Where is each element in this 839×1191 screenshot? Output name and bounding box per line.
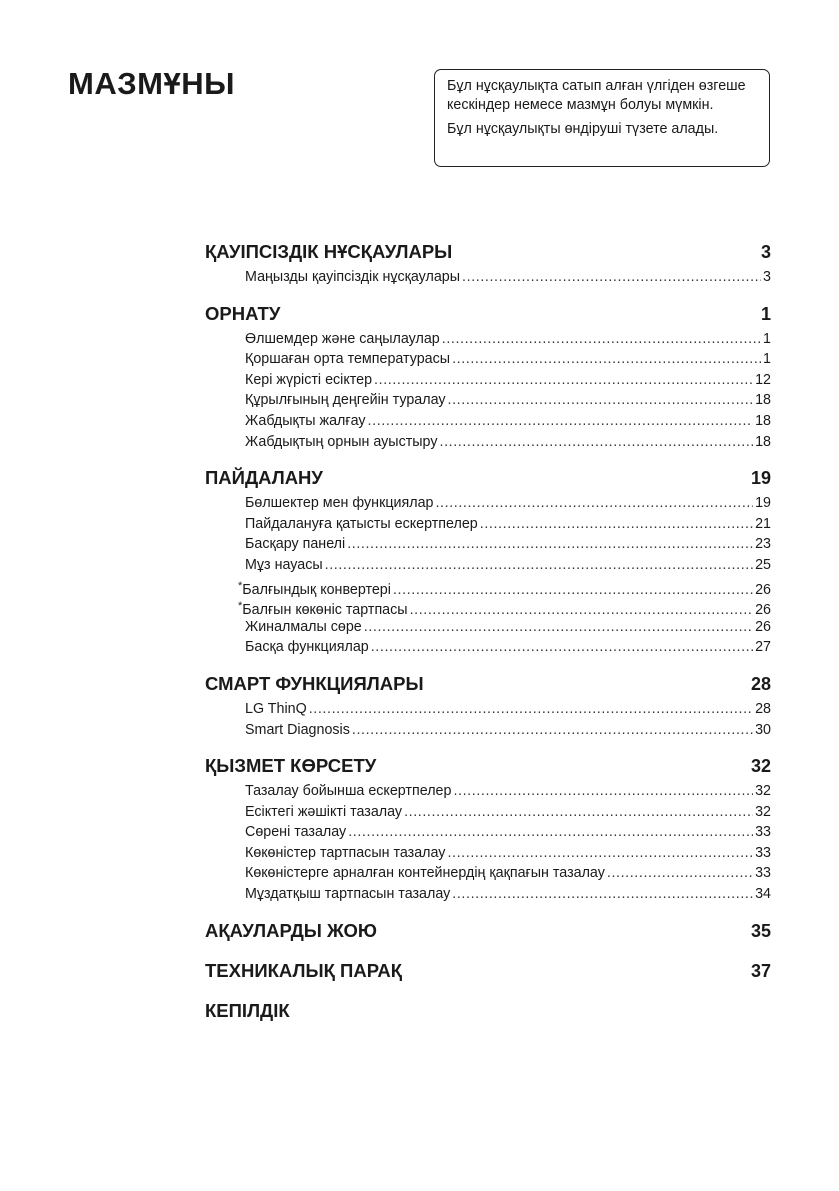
section-heading[interactable] — [205, 302, 771, 326]
dot-leader — [447, 843, 753, 864]
notice-box — [434, 69, 770, 167]
toc-entry-page: 26 — [755, 581, 771, 598]
toc-entry-text: Кері жүрісті есіктер — [245, 371, 373, 388]
asterisk-marker: * — [238, 579, 243, 592]
notice-text: Бұл нұсқаулықта сатып алған үлгіден өзгеше кескіндер немесе мазмұн болуы мүмкін. — [447, 78, 746, 113]
dot-leader — [393, 580, 753, 601]
dot-leader — [435, 493, 753, 514]
toc-section — [205, 959, 771, 983]
section-page-number: 3 — [760, 242, 771, 262]
section-title: ҚАУІПСІЗДІК НҰСҚАУЛАРЫ — [205, 241, 453, 262]
toc-entry[interactable] — [245, 514, 771, 535]
toc-section — [205, 754, 771, 905]
toc-entry-page: 33 — [755, 844, 771, 861]
section-entries — [205, 699, 771, 740]
toc-entry-text: Құрылғының деңгейін туралау — [245, 392, 446, 409]
dot-leader — [348, 822, 753, 843]
toc-entry-label — [245, 884, 450, 905]
toc-entry-label — [245, 699, 307, 720]
toc-entry-text: Есіктегі жәшікті тазалау — [245, 803, 403, 820]
toc-entry-label — [245, 720, 350, 741]
toc-section — [205, 240, 771, 288]
toc-entry-page: 12 — [755, 371, 771, 388]
toc-entry[interactable] — [245, 390, 771, 411]
toc-entry[interactable] — [245, 267, 771, 288]
toc-entry[interactable] — [245, 493, 771, 514]
dot-leader — [452, 884, 753, 905]
toc-entry[interactable] — [245, 349, 771, 370]
toc-entry-text: Басқару панелі — [245, 536, 346, 553]
toc-entry-page: 33 — [755, 865, 771, 882]
dot-leader — [480, 514, 753, 535]
section-heading[interactable] — [205, 672, 771, 696]
toc-entry-label — [245, 534, 345, 555]
toc-entry[interactable] — [245, 411, 771, 432]
page-title: МАЗМҰНЫ — [68, 66, 235, 101]
toc-entry-label — [245, 802, 402, 823]
toc-entry-page: 19 — [755, 495, 771, 512]
toc-entry-text: Қоршаған орта температурасы — [245, 351, 451, 368]
toc-entry-text: Жиналмалы сөре — [245, 618, 362, 635]
toc-entry-page: 23 — [755, 536, 771, 553]
section-entries — [205, 267, 771, 288]
section-page-number: 37 — [750, 960, 771, 981]
section-title: СМАРТ ФУНКЦИЯЛАРЫ — [205, 672, 424, 694]
toc-entry-label — [245, 555, 323, 576]
toc-entry-label — [245, 781, 451, 802]
toc-entry-label — [245, 843, 445, 864]
toc-entry-page: 21 — [755, 515, 771, 532]
toc-entry[interactable] — [245, 802, 771, 823]
dot-leader — [347, 534, 753, 555]
toc-entry[interactable] — [245, 843, 771, 864]
section-title: АҚАУЛАРДЫ ЖОЮ — [205, 919, 378, 941]
dot-leader — [364, 617, 753, 638]
toc-entry-page: 18 — [755, 412, 771, 429]
section-page-number: 28 — [750, 673, 771, 694]
section-page-number: 1 — [760, 303, 771, 324]
section-page-number: 32 — [750, 756, 771, 777]
toc-entry-text: Smart Diagnosis — [245, 721, 350, 738]
toc-entry-text: Тазалау бойынша ескертпелер — [245, 783, 452, 800]
section-page-number: 19 — [750, 468, 771, 489]
toc-entry-label — [245, 863, 605, 884]
toc-entry-page: 26 — [755, 602, 771, 619]
toc-entry-page: 1 — [763, 351, 771, 368]
toc-entry-text: Мұз науасы — [245, 556, 323, 573]
toc-entry[interactable] — [238, 576, 771, 598]
toc-entry[interactable] — [245, 637, 771, 658]
toc-entry-page: 18 — [755, 392, 771, 409]
toc-section — [205, 999, 771, 1023]
toc-entry-page: 30 — [755, 721, 771, 738]
dot-leader — [448, 390, 754, 411]
toc-section — [205, 919, 771, 943]
toc-section — [205, 302, 771, 453]
toc-entry[interactable] — [245, 432, 771, 453]
toc-entry-label — [245, 349, 450, 370]
section-heading[interactable] — [205, 754, 771, 778]
dot-leader — [325, 555, 753, 576]
section-entries — [205, 781, 771, 905]
section-title: ТЕХНИКАЛЫҚ ПАРАҚ — [205, 959, 403, 981]
toc-entry-page: 33 — [755, 824, 771, 841]
toc-entry[interactable] — [245, 617, 771, 638]
section-page-number: 35 — [750, 920, 771, 941]
section-entries — [205, 493, 771, 658]
toc-entry-page: 32 — [755, 783, 771, 800]
toc-entry[interactable] — [245, 699, 771, 720]
section-entries — [205, 329, 771, 453]
section-title: ПАЙДАЛАНУ — [205, 467, 323, 489]
toc-entry[interactable] — [245, 863, 771, 884]
dot-leader — [371, 637, 753, 658]
toc-entry-page: 26 — [755, 618, 771, 635]
toc-entry-page: 28 — [755, 700, 771, 717]
toc-entry-text: Өлшемдер және саңылаулар — [245, 330, 440, 347]
dot-leader — [607, 863, 753, 884]
toc-entry[interactable] — [245, 781, 771, 802]
section-title: ҚЫЗМЕТ КӨРСЕТУ — [205, 755, 377, 777]
section-title: КЕПІЛДІК — [205, 999, 290, 1021]
dot-leader — [453, 781, 753, 802]
toc-entry[interactable] — [245, 370, 771, 391]
toc-entry-text: Көкөністер тартпасын тазалау — [245, 844, 446, 861]
toc-entry-text: LG ThinQ — [245, 700, 307, 717]
section-heading[interactable] — [205, 919, 771, 943]
toc-entry-text: Балғын көкөніс тартпасы — [242, 602, 408, 619]
toc-entry-label — [245, 370, 372, 391]
toc-entry-text: Балғындық конвертері — [242, 581, 391, 598]
toc-entry-text: Басқа функциялар — [245, 639, 369, 656]
dot-leader — [368, 411, 754, 432]
dot-leader — [462, 267, 761, 288]
toc-entry-page: 32 — [755, 803, 771, 820]
toc-entry-text: Сөрені тазалау — [245, 824, 347, 841]
toc-entry-page: 1 — [763, 330, 771, 347]
dot-leader — [374, 370, 753, 391]
toc-entry-page: 27 — [755, 639, 771, 656]
toc-entry-text: Жабдықты жалғау — [245, 412, 366, 429]
toc-entry-label — [245, 411, 366, 432]
toc-entry[interactable] — [245, 720, 771, 741]
toc-entry-page: 3 — [763, 269, 771, 285]
toc-entry-text: Мұздатқыш тартпасын тазалау — [245, 886, 451, 903]
toc-section — [205, 672, 771, 740]
section-heading[interactable] — [205, 466, 771, 490]
toc-entry[interactable] — [245, 884, 771, 905]
toc-entry[interactable] — [238, 596, 771, 619]
dot-leader — [309, 699, 753, 720]
toc-entry-page: 25 — [755, 556, 771, 573]
table-of-contents — [205, 240, 771, 1039]
section-title: ОРНАТУ — [205, 302, 281, 324]
toc-entry-text: Жабдықтың орнын ауыстыру — [245, 433, 438, 450]
toc-entry[interactable] — [245, 534, 771, 555]
toc-entry-label — [245, 390, 446, 411]
section-heading[interactable] — [205, 999, 771, 1023]
toc-entry-page: 34 — [755, 886, 771, 903]
toc-section — [205, 466, 771, 658]
toc-entry-label — [245, 329, 440, 350]
asterisk-marker: * — [238, 600, 243, 613]
dot-leader — [442, 329, 761, 350]
dot-leader — [352, 720, 753, 741]
toc-entry-label — [245, 514, 478, 535]
toc-entry-label — [245, 822, 346, 843]
toc-entry-text: Бөлшектер мен функциялар — [245, 495, 434, 512]
dot-leader — [404, 802, 753, 823]
toc-entry[interactable] — [245, 555, 771, 576]
toc-entry-text: Маңызды қауіпсіздік нұсқаулары — [245, 269, 461, 285]
toc-entry-page: 18 — [755, 433, 771, 450]
toc-entry-text: Көкөністерге арналған контейнердің қақпағын тазалау — [245, 865, 605, 882]
section-heading[interactable] — [205, 240, 771, 264]
toc-entry-label — [245, 493, 433, 514]
dot-leader — [452, 349, 761, 370]
toc-entry-label — [245, 637, 369, 658]
notice-text: Бұл нұсқаулықты өндіруші түзете алады. — [447, 121, 719, 137]
toc-entry-label — [245, 432, 438, 453]
toc-entry-label — [245, 617, 362, 638]
toc-entry[interactable] — [245, 822, 771, 843]
toc-entry-text: Пайдалануға қатысты ескертпелер — [245, 515, 478, 532]
toc-entry[interactable] — [245, 329, 771, 350]
section-heading[interactable] — [205, 959, 771, 983]
dot-leader — [440, 432, 754, 453]
toc-entry-label — [245, 267, 460, 288]
